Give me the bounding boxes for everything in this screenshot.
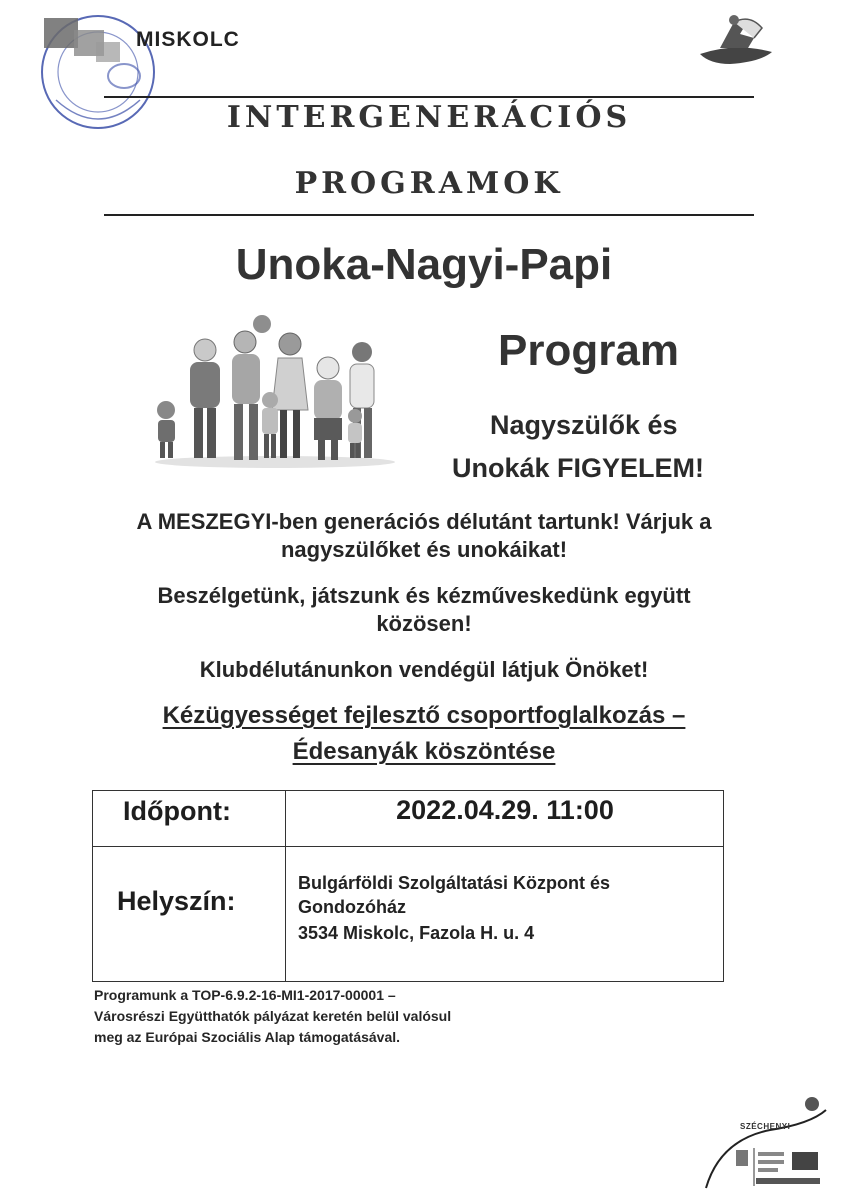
program-title: Unoka-Nagyi-Papi <box>235 240 613 289</box>
footnote-line1: Programunk a TOP-6.9.2-16-MI1-2017-00001 – <box>94 987 396 1003</box>
place-line1: Bulgárföldi Szolgáltatási Központ és <box>298 873 611 893</box>
szechenyi-label: SZÉCHENYI <box>740 1122 791 1131</box>
event-info-table <box>92 790 724 982</box>
place-value <box>298 871 610 945</box>
place-label: Helyszín: <box>117 886 236 916</box>
brand-name: MISKOLC <box>136 28 240 51</box>
header-divider-bottom <box>104 214 754 216</box>
place-line3: 3534 Miskolc, Fazola H. u. 4 <box>298 923 535 943</box>
hospitality-text: Klubdélutánunkon vendégül látjuk Önöket! <box>199 657 649 682</box>
funding-footnote <box>94 985 451 1048</box>
time-label: Időpont: <box>123 796 231 826</box>
organization-logo <box>690 12 780 74</box>
time-value: 2022.04.29. 11:00 <box>396 795 614 825</box>
activities-text: Beszélgetünk, játszunk és kézműveskedünk együtt közösen! <box>157 583 691 636</box>
footnote-line3: meg az Európai Szociális Alap támogatásával. <box>94 1029 401 1045</box>
family-illustration <box>150 310 400 470</box>
szechenyi-logo <box>700 1090 828 1190</box>
invitation-text: A MESZEGYI-ben generációs délutánt tartunk! Várjuk a nagyszülőket és unokáikat! <box>136 509 712 562</box>
footnote-line2: Városrészi Együtthatók pályázat keretén belül valósul <box>94 1008 452 1024</box>
header-divider-top <box>104 96 754 98</box>
program-heading-line1: INTERGENERÁCIÓS <box>226 100 632 135</box>
subtitle-line2: Unokák FIGYELEM! <box>452 453 705 483</box>
program-title-line2: Program <box>498 326 679 375</box>
subtitle-line1: Nagyszülők és <box>490 410 678 440</box>
place-line2: Gondozóház <box>298 897 406 917</box>
program-heading-line2: PROGRAMOK <box>294 166 564 201</box>
event-title-line1: Kézügyességet fejlesztő csoportfoglalkozás – <box>162 702 686 729</box>
event-title-line2: Édesanyák köszöntése <box>292 738 556 765</box>
